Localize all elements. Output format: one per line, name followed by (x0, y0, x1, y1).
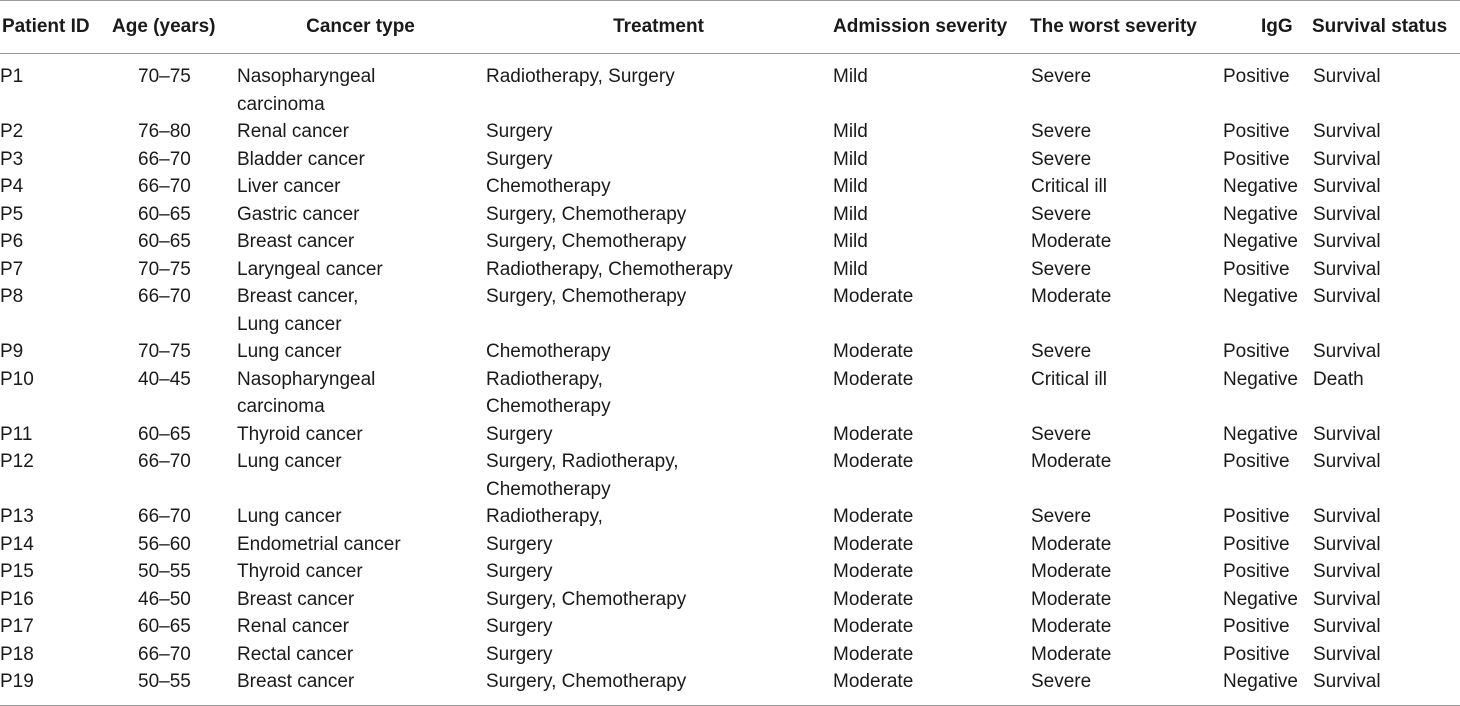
cell-treatment (485, 531, 832, 559)
cell-patient-id: P19 (0, 671, 34, 692)
cell-treatment (485, 448, 832, 503)
cell-cancer-type-line: Lung cancer (237, 506, 342, 527)
cell-cancer-type (236, 283, 485, 338)
cell-igg: Positive (1223, 643, 1290, 665)
table-row (0, 503, 1460, 531)
cell-igg: Positive (1223, 533, 1290, 555)
cell-age: 70–75 (138, 66, 191, 87)
cell-patient-id: P8 (0, 286, 24, 307)
cell-age: 60–65 (138, 616, 191, 637)
cell-survival-status: Survival (1313, 533, 1381, 555)
cell-igg: Positive (1223, 258, 1290, 280)
cell-worst-severity: Severe (1031, 423, 1092, 445)
cell-cancer-type (236, 54, 485, 119)
cell-treatment-line: Chemotherapy (486, 396, 611, 417)
cell-cancer-type (236, 558, 485, 586)
cell-survival-status: Survival (1313, 176, 1381, 197)
cell-cancer-type-line: Rectal cancer (237, 643, 354, 665)
cell-survival-status: Survival (1313, 671, 1381, 692)
cell-cancer-type-line: Breast cancer, (237, 286, 359, 307)
cell-igg: Positive (1223, 148, 1290, 170)
cell-patient-id: P5 (0, 203, 24, 225)
cell-cancer-type (236, 531, 485, 559)
cell-igg: Negative (1223, 671, 1298, 692)
cell-patient-id: P18 (0, 643, 34, 665)
cell-worst-severity: Severe (1031, 258, 1092, 280)
cell-worst-severity: Critical ill (1031, 176, 1107, 197)
cell-admission-severity: Mild (833, 258, 868, 280)
cell-treatment-line: Chemotherapy (486, 176, 611, 197)
table-header (0, 1, 1460, 54)
cell-admission-severity: Moderate (833, 286, 914, 307)
cell-worst-severity: Moderate (1031, 561, 1112, 582)
cell-age: 76–80 (138, 121, 191, 142)
cell-cancer-type (236, 668, 485, 705)
cell-age: 60–65 (138, 203, 191, 225)
cell-patient-id: P11 (0, 423, 33, 445)
cell-cancer-type-line: Liver cancer (237, 176, 341, 197)
cell-cancer-type (236, 503, 485, 531)
header-admission-severity: Admission severity (833, 16, 1008, 38)
cell-igg: Negative (1223, 286, 1298, 307)
cell-survival-status: Survival (1313, 231, 1381, 252)
cell-survival-status: Survival (1313, 341, 1381, 362)
cell-treatment (485, 366, 832, 421)
cell-patient-id: P7 (0, 258, 24, 280)
cell-treatment (485, 558, 832, 586)
cell-patient-id: P17 (0, 616, 34, 637)
cell-admission-severity: Moderate (833, 616, 914, 637)
cell-age: 40–45 (138, 368, 191, 390)
cell-cancer-type (236, 201, 485, 229)
cell-admission-severity: Moderate (833, 506, 914, 527)
cell-age: 50–55 (138, 561, 191, 582)
cell-igg: Positive (1223, 506, 1290, 527)
cell-treatment (485, 338, 832, 366)
cell-cancer-type (236, 256, 485, 284)
cell-admission-severity: Mild (833, 231, 868, 252)
cell-cancer-type-line: Breast cancer (237, 231, 355, 252)
cell-cancer-type-line: Lung cancer (237, 341, 342, 362)
cell-admission-severity: Mild (833, 148, 868, 170)
cell-cancer-type-line: Laryngeal cancer (237, 258, 383, 280)
cell-patient-id: P1 (0, 66, 24, 87)
cell-survival-status: Death (1313, 368, 1364, 390)
cell-treatment-line: Radiotherapy, (486, 506, 603, 527)
cell-treatment (485, 668, 832, 705)
cell-cancer-type-line: Thyroid cancer (237, 423, 363, 445)
header-worst-severity: The worst severity (1030, 16, 1197, 38)
cell-treatment-line: Surgery (486, 643, 553, 665)
cell-patient-id: P16 (0, 588, 34, 610)
cell-treatment-line: Radiotherapy, Chemotherapy (486, 258, 733, 280)
cell-worst-severity: Moderate (1031, 643, 1112, 665)
table-row (0, 173, 1460, 201)
header-age: Age (years) (112, 16, 216, 38)
cell-age: 60–65 (138, 423, 191, 445)
cell-cancer-type-line: Nasopharyngeal (237, 368, 376, 390)
cell-survival-status: Survival (1313, 121, 1381, 142)
cell-igg: Positive (1223, 616, 1290, 637)
cell-age: 66–70 (138, 176, 191, 197)
cell-cancer-type-line: Nasopharyngeal (237, 66, 376, 87)
cell-survival-status: Survival (1313, 643, 1381, 665)
table-row (0, 228, 1460, 256)
cell-treatment-line: Surgery, Chemotherapy (486, 671, 687, 692)
cell-igg: Negative (1223, 176, 1298, 197)
table-row (0, 118, 1460, 146)
cell-worst-severity: Severe (1031, 121, 1092, 142)
header-survival-status: Survival status (1312, 16, 1448, 38)
cell-treatment-line: Surgery (486, 616, 553, 637)
cell-cancer-type-line: Renal cancer (237, 121, 349, 142)
cell-treatment (485, 613, 832, 641)
table-row (0, 586, 1460, 614)
cell-admission-severity: Moderate (833, 423, 914, 445)
cell-survival-status: Survival (1313, 588, 1381, 610)
cell-worst-severity: Moderate (1031, 533, 1112, 555)
cell-survival-status: Survival (1313, 286, 1381, 307)
cell-cancer-type (236, 421, 485, 449)
cell-treatment-line: Surgery, Radiotherapy, (486, 451, 679, 472)
cell-admission-severity: Moderate (833, 341, 914, 362)
cell-cancer-type-line: Renal cancer (237, 616, 349, 637)
cell-cancer-type (236, 366, 485, 421)
cell-treatment (485, 586, 832, 614)
cell-igg: Positive (1223, 451, 1290, 472)
cell-cancer-type (236, 613, 485, 641)
cell-admission-severity: Mild (833, 66, 868, 87)
cell-cancer-type-line: Thyroid cancer (237, 561, 363, 582)
cell-cancer-type-line: carcinoma (237, 93, 325, 115)
cell-treatment (485, 256, 832, 284)
cell-cancer-type (236, 146, 485, 174)
cell-worst-severity: Severe (1031, 203, 1092, 225)
table-row (0, 146, 1460, 174)
cell-age: 66–70 (138, 506, 191, 527)
table-row (0, 641, 1460, 669)
cell-admission-severity: Moderate (833, 643, 914, 665)
cell-igg: Negative (1223, 368, 1298, 390)
cell-cancer-type (236, 118, 485, 146)
cell-treatment-line: Chemotherapy (486, 478, 611, 500)
cell-age: 70–75 (138, 341, 191, 362)
cell-admission-severity: Mild (833, 176, 868, 197)
cell-age: 60–65 (138, 231, 191, 252)
cell-cancer-type-line: Bladder cancer (237, 148, 365, 170)
cell-patient-id: P2 (0, 121, 24, 142)
cell-treatment (485, 503, 832, 531)
table-row (0, 613, 1460, 641)
table-body (0, 54, 1460, 706)
cell-cancer-type-line: Gastric cancer (237, 203, 360, 225)
cell-cancer-type-line: Breast cancer (237, 671, 355, 692)
header-cancer-type: Cancer type (306, 16, 415, 38)
cell-worst-severity: Moderate (1031, 588, 1112, 610)
cell-patient-id: P3 (0, 148, 24, 170)
cell-admission-severity: Moderate (833, 671, 914, 692)
cell-patient-id: P9 (0, 341, 24, 362)
cell-patient-id: P10 (0, 368, 34, 390)
cell-admission-severity: Moderate (833, 588, 914, 610)
cell-admission-severity: Moderate (833, 368, 914, 390)
cell-cancer-type-line: carcinoma (237, 396, 325, 417)
cell-survival-status: Survival (1313, 451, 1381, 472)
cell-worst-severity: Moderate (1031, 451, 1112, 472)
cell-cancer-type-line: Breast cancer (237, 588, 355, 610)
cell-cancer-type (236, 338, 485, 366)
cell-treatment-line: Radiotherapy, (486, 368, 603, 390)
cell-treatment (485, 641, 832, 669)
table-row (0, 448, 1460, 503)
cell-cancer-type-line: Lung cancer (237, 313, 342, 335)
cell-age: 66–70 (138, 148, 191, 170)
cell-survival-status: Survival (1313, 506, 1381, 527)
table-row (0, 256, 1460, 284)
cell-admission-severity: Moderate (833, 561, 914, 582)
cell-patient-id: P13 (0, 506, 34, 527)
cell-survival-status: Survival (1313, 616, 1381, 637)
cell-treatment-line: Surgery (486, 533, 553, 555)
cell-patient-id: P14 (0, 533, 34, 555)
table-row (0, 338, 1460, 366)
cell-treatment-line: Surgery, Chemotherapy (486, 203, 687, 225)
cell-worst-severity: Severe (1031, 148, 1092, 170)
table-row (0, 201, 1460, 229)
cell-survival-status: Survival (1313, 561, 1381, 582)
cell-survival-status: Survival (1313, 66, 1381, 87)
cell-age: 66–70 (138, 643, 191, 665)
cell-treatment-line: Chemotherapy (486, 341, 611, 362)
cell-cancer-type (236, 173, 485, 201)
cell-igg: Negative (1223, 231, 1298, 252)
cell-cancer-type (236, 448, 485, 503)
cell-cancer-type (236, 586, 485, 614)
cell-treatment-line: Surgery (486, 423, 553, 445)
cell-survival-status: Survival (1313, 258, 1381, 280)
table-row (0, 421, 1460, 449)
header-treatment: Treatment (613, 16, 704, 38)
cell-treatment-line: Radiotherapy, Surgery (486, 66, 675, 87)
cell-treatment-line: Surgery (486, 121, 553, 142)
cell-treatment-line: Surgery (486, 561, 553, 582)
cell-treatment-line: Surgery, Chemotherapy (486, 286, 687, 307)
cell-worst-severity: Severe (1031, 671, 1092, 692)
cell-patient-id: P6 (0, 231, 24, 252)
cell-cancer-type (236, 228, 485, 256)
table-row (0, 366, 1460, 421)
cell-worst-severity: Severe (1031, 66, 1092, 87)
cell-treatment (485, 54, 832, 119)
cell-treatment-line: Surgery, Chemotherapy (486, 588, 687, 610)
header-row (0, 1, 1460, 54)
cell-admission-severity: Moderate (833, 451, 914, 472)
cell-admission-severity: Mild (833, 203, 868, 225)
cell-treatment-line: Surgery (486, 148, 553, 170)
cell-treatment-line: Surgery, Chemotherapy (486, 231, 687, 252)
cell-worst-severity: Critical ill (1031, 368, 1107, 390)
cell-survival-status: Survival (1313, 423, 1381, 445)
cell-patient-id: P15 (0, 561, 34, 582)
cell-worst-severity: Moderate (1031, 286, 1112, 307)
cell-treatment (485, 201, 832, 229)
cell-igg: Negative (1223, 423, 1298, 445)
cell-cancer-type (236, 641, 485, 669)
cell-worst-severity: Severe (1031, 506, 1092, 527)
cell-igg: Positive (1223, 561, 1290, 582)
header-igg: IgG (1261, 16, 1293, 38)
cell-igg: Negative (1223, 203, 1298, 225)
cell-treatment (485, 228, 832, 256)
cell-age: 66–70 (138, 286, 191, 307)
cell-admission-severity: Moderate (833, 533, 914, 555)
cell-survival-status: Survival (1313, 148, 1381, 170)
table-row (0, 558, 1460, 586)
table-row (0, 531, 1460, 559)
cell-age: 66–70 (138, 451, 191, 472)
cell-igg: Positive (1223, 341, 1290, 362)
cell-age: 56–60 (138, 533, 191, 555)
cell-cancer-type-line: Endometrial cancer (237, 533, 401, 555)
cell-survival-status: Survival (1313, 203, 1381, 225)
cell-patient-id: P4 (0, 176, 24, 197)
cell-treatment (485, 118, 832, 146)
cell-worst-severity: Moderate (1031, 231, 1112, 252)
cell-admission-severity: Mild (833, 121, 868, 142)
cell-cancer-type-line: Lung cancer (237, 451, 342, 472)
cell-igg: Positive (1223, 66, 1290, 87)
cell-treatment (485, 421, 832, 449)
cell-age: 46–50 (138, 588, 191, 610)
cell-treatment (485, 283, 832, 338)
cell-igg: Negative (1223, 588, 1298, 610)
cell-igg: Positive (1223, 121, 1290, 142)
cell-patient-id: P12 (0, 451, 34, 472)
cell-treatment (485, 173, 832, 201)
cell-treatment (485, 146, 832, 174)
table-row (0, 668, 1460, 705)
cell-worst-severity: Severe (1031, 341, 1092, 362)
cell-age: 70–75 (138, 258, 191, 280)
cell-worst-severity: Moderate (1031, 616, 1112, 637)
table-row (0, 54, 1460, 119)
cell-age: 50–55 (138, 671, 191, 692)
header-patient-id: Patient ID (2, 16, 90, 38)
table-row (0, 283, 1460, 338)
